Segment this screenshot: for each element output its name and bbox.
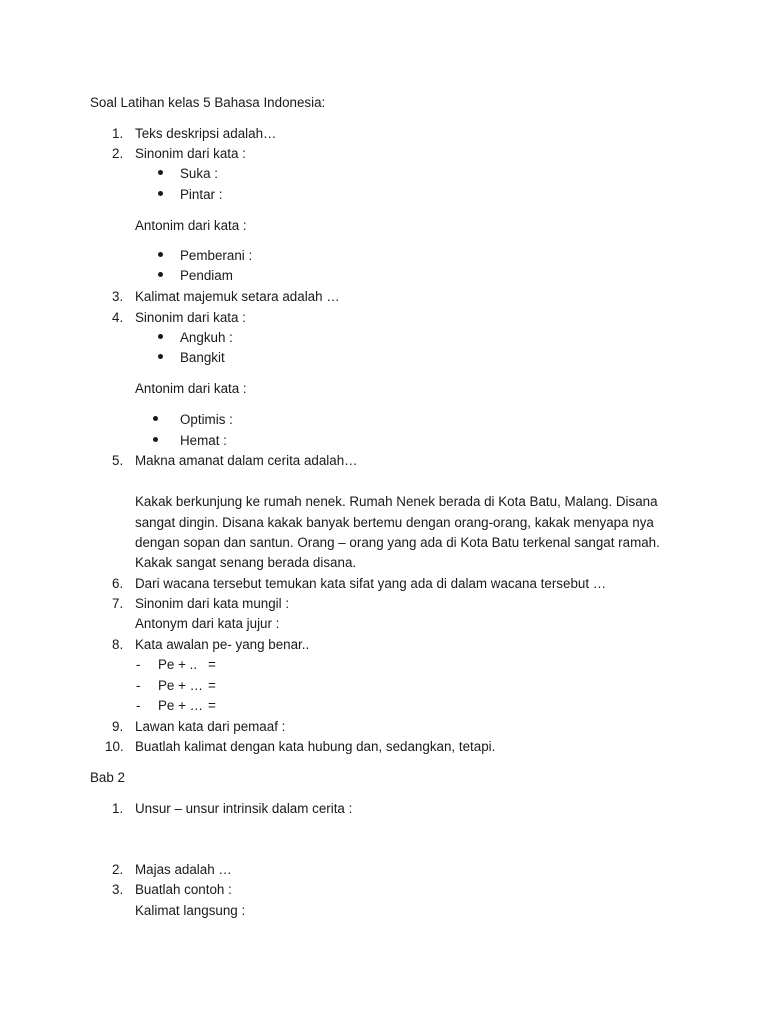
equals-sign: =: [208, 698, 216, 713]
question-text: Unsur – unsur intrinsik dalam cerita :: [135, 801, 353, 816]
question-text-line2: Antonym dari kata jujur :: [135, 616, 280, 631]
antonim-label: Antonim dari kata :: [135, 381, 247, 396]
question-number: 3.: [112, 882, 124, 897]
equals-sign: =: [208, 678, 216, 693]
question-text: Buatlah contoh :: [135, 882, 232, 897]
passage-line: sangat dingin. Disana kakak banyak bertemu dengan orang-orang, kakak menyapa nya: [135, 515, 654, 530]
question-text: Lawan kata dari pemaaf :: [135, 719, 286, 734]
list-item: Optimis :: [180, 412, 233, 427]
bullet-icon: [153, 437, 158, 442]
question-text: Majas adalah …: [135, 862, 232, 877]
section-heading: Bab 2: [90, 770, 125, 785]
passage-line: Kakak sangat senang berada disana.: [135, 555, 357, 570]
list-item: Angkuh :: [180, 330, 233, 345]
bullet-icon: [158, 334, 163, 339]
list-item: Pendiam: [180, 268, 233, 283]
bullet-icon: [158, 272, 163, 277]
dash-marker: -: [136, 657, 141, 672]
question-number: 2.: [112, 862, 124, 877]
prefix-expression: Pe + …: [158, 698, 204, 713]
equals-sign: =: [208, 657, 216, 672]
question-text: Sinonim dari kata mungil :: [135, 596, 290, 611]
question-number: 1.: [112, 801, 124, 816]
question-number: 2.: [112, 146, 124, 161]
bullet-icon: [153, 416, 158, 421]
bullet-icon: [158, 354, 163, 359]
question-number: 3.: [112, 289, 124, 304]
list-item: Suka :: [180, 166, 218, 181]
question-number: 9.: [112, 719, 124, 734]
bullet-icon: [158, 170, 163, 175]
list-item: Hemat :: [180, 433, 227, 448]
dash-marker: -: [136, 698, 141, 713]
document-title: Soal Latihan kelas 5 Bahasa Indonesia:: [90, 95, 326, 110]
question-text: Dari wacana tersebut temukan kata sifat yang ada di dalam wacana tersebut …: [135, 576, 607, 591]
antonim-label: Antonim dari kata :: [135, 218, 247, 233]
question-text: Sinonim dari kata :: [135, 310, 246, 325]
prefix-expression: Pe + ..: [158, 657, 198, 672]
bullet-icon: [158, 252, 163, 257]
question-text: Makna amanat dalam cerita adalah…: [135, 453, 358, 468]
passage-line: dengan sopan dan santun. Orang – orang yang ada di Kota Batu terkenal sangat ramah.: [135, 535, 660, 550]
passage-line: Kakak berkunjung ke rumah nenek. Rumah Nenek berada di Kota Batu, Malang. Disana: [135, 494, 658, 509]
prefix-expression: Pe + …: [158, 678, 204, 693]
list-item: Pemberani :: [180, 248, 253, 263]
question-text-line2: Kalimat langsung :: [135, 903, 246, 918]
question-number: 1.: [112, 126, 124, 141]
question-text: Sinonim dari kata :: [135, 146, 246, 161]
question-number: 8.: [112, 637, 124, 652]
question-text: Kalimat majemuk setara adalah …: [135, 289, 340, 304]
question-text: Buatlah kalimat dengan kata hubung dan, sedangkan, tetapi.: [135, 739, 496, 754]
question-number: 5.: [112, 453, 124, 468]
question-number: 6.: [112, 576, 124, 591]
question-text: Teks deskripsi adalah…: [135, 126, 277, 141]
bullet-icon: [158, 191, 163, 196]
question-number: 10.: [105, 739, 124, 754]
question-number: 7.: [112, 596, 124, 611]
list-item: Bangkit: [180, 350, 225, 365]
dash-marker: -: [136, 678, 141, 693]
list-item: Pintar :: [180, 187, 223, 202]
question-number: 4.: [112, 310, 124, 325]
question-text: Kata awalan pe- yang benar..: [135, 637, 310, 652]
